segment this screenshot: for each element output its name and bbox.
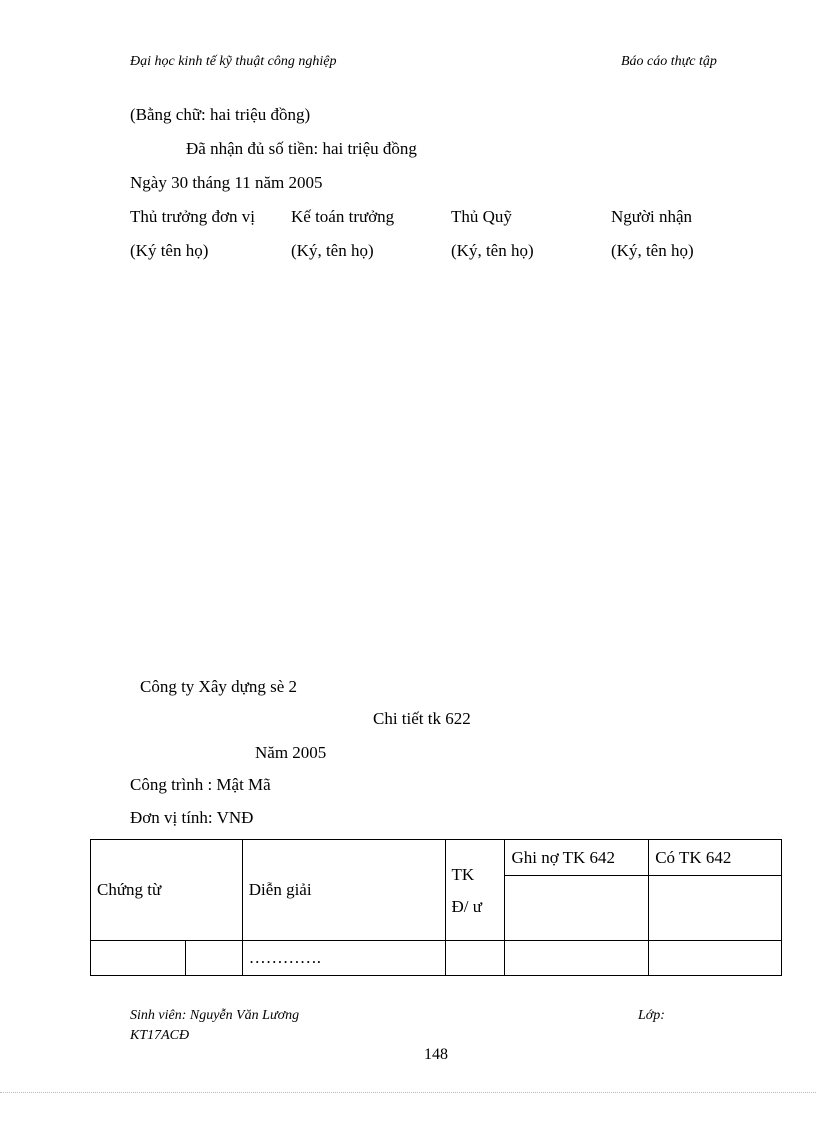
signatory-note-cashier: (Ký, tên họ) bbox=[451, 241, 534, 260]
footer-class-code: KT17ACĐ bbox=[130, 1028, 190, 1043]
signatory-role-head: Thủ trưởng đơn vị bbox=[130, 207, 255, 226]
signatory-note-chief-accountant: (Ký, tên họ) bbox=[291, 241, 374, 260]
header-school: Đại học kinh tế kỹ thuật công nghiệp bbox=[130, 54, 337, 69]
credit-value-cell bbox=[649, 876, 782, 941]
header-cell-voucher: Chứng từ bbox=[91, 840, 243, 941]
table-cell bbox=[91, 941, 186, 976]
header-cell-debit: Ghi nợ TK 642 bbox=[505, 840, 649, 876]
ledger-table bbox=[90, 839, 782, 976]
page-number: 148 bbox=[424, 1046, 448, 1063]
received-statement: Đã nhận đủ số tiền: hai triệu đồng bbox=[186, 139, 417, 158]
row-description-cell: …………. bbox=[242, 941, 445, 976]
company-name: Công ty Xây dựng sè 2 bbox=[140, 677, 298, 696]
signatory-role-cashier: Thủ Quỹ bbox=[451, 207, 512, 226]
table-cell bbox=[185, 941, 242, 976]
debit-value-cell bbox=[505, 876, 649, 941]
amount-in-words: (Bằng chữ: hai triệu đồng) bbox=[130, 105, 311, 124]
header-cell-description: Diễn giải bbox=[242, 840, 445, 941]
table-cell bbox=[445, 941, 505, 976]
receipt-date: Ngày 30 tháng 11 năm 2005 bbox=[130, 173, 323, 192]
table-cell bbox=[505, 941, 649, 976]
account-label-line2: Đ/ ư bbox=[451, 897, 482, 916]
header-report-title: Báo cáo thực tập bbox=[621, 54, 717, 69]
project-name: Công trình : Mật Mã bbox=[130, 775, 271, 794]
footer-student: Sinh viên: Nguyễn Văn Lương bbox=[130, 1008, 300, 1023]
ledger-year: Năm 2005 bbox=[255, 743, 327, 762]
footer-class-label: Lớp: bbox=[638, 1008, 665, 1023]
account-label-line1: TK bbox=[451, 865, 475, 884]
signatory-note-receiver: (Ký, tên họ) bbox=[611, 241, 694, 260]
ledger-title: Chi tiết tk 622 bbox=[373, 709, 471, 728]
signatory-note-head: (Ký tên họ) bbox=[130, 241, 209, 260]
table-cell bbox=[649, 941, 782, 976]
signatory-role-receiver: Người nhận bbox=[611, 207, 692, 226]
page-bottom-divider bbox=[0, 1092, 816, 1093]
signatory-role-chief-accountant: Kế toán trưởng bbox=[291, 207, 395, 226]
header-cell-account bbox=[445, 840, 505, 941]
currency-unit: Đơn vị tính: VNĐ bbox=[130, 808, 254, 827]
header-cell-credit: Có TK 642 bbox=[649, 840, 782, 876]
